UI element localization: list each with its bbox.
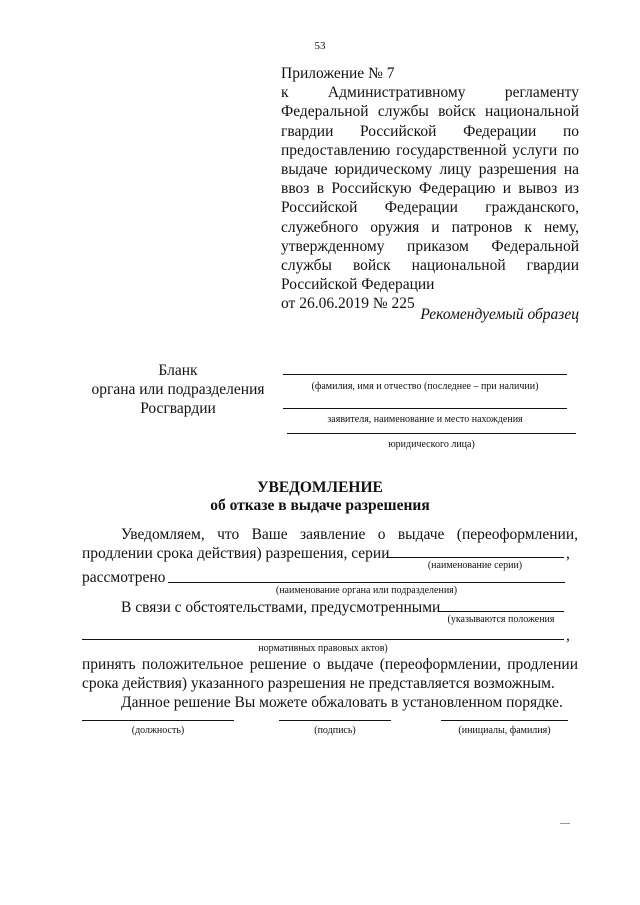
applicant-name-field[interactable]: [283, 374, 567, 375]
blank-line: органа или подразделения: [91, 381, 265, 398]
notice-text-line1: Уведомляем, что Ваше заявление о выдаче (переоформлении,: [121, 526, 578, 543]
legal-entity-caption: юридического лица): [388, 439, 475, 450]
appendix-line: к Административному регламенту: [281, 84, 579, 102]
circumstances-text: В связи с обстоятельствами, предусмотренными: [121, 599, 441, 616]
applicant-name-caption: (фамилия, имя и отчество (последнее – при наличии): [311, 381, 539, 392]
appeal-text: Данное решение Вы можете обжаловать в установленном порядке.: [121, 694, 563, 711]
page-number: 53: [314, 40, 326, 52]
acts-comma: ,: [566, 627, 570, 644]
series-field[interactable]: [386, 557, 564, 558]
appendix-line: Федеральной службы войск национальной: [281, 103, 579, 121]
position-field[interactable]: [82, 720, 234, 721]
signature-field[interactable]: [279, 720, 391, 721]
decision-text-line2: срока действия) указанного разрешения не представляется возможным.: [82, 675, 555, 692]
appendix-line: ввоз в Российскую Федерацию и вывоз из: [281, 180, 579, 198]
organ-caption: (наименование органа или подразделения): [275, 585, 458, 596]
signature-caption: (подпись): [314, 725, 356, 736]
appendix-line: Российской Федерации: [281, 276, 435, 294]
scan-mark: [560, 823, 570, 824]
appendix-line: утвержденному приказом Федеральной: [281, 237, 579, 255]
document-subtitle: об отказе в выдаче разрешения: [210, 497, 430, 514]
appendix-line: предоставлению государственной услуги по: [281, 141, 579, 159]
applicant-address-field[interactable]: [287, 433, 576, 434]
appendix-header: [281, 64, 579, 313]
blank-line: Бланк: [158, 362, 198, 379]
appendix-line: от 26.06.2019 № 225: [281, 295, 415, 313]
series-caption: (наименование серии): [427, 560, 523, 571]
acts-field[interactable]: [82, 639, 564, 640]
considered-label: рассмотрено: [82, 569, 166, 586]
notice-text-line2: продлении срока действия) разрешения, серии: [82, 545, 390, 562]
appendix-line: гвардии Российской Федерации по: [281, 122, 579, 140]
provisions-caption: (указываются положения: [447, 614, 555, 625]
blank-line: Росгвардии: [140, 400, 216, 417]
initials-caption: (инициалы, фамилия): [458, 725, 551, 736]
initials-field[interactable]: [441, 720, 568, 721]
appendix-line: Российской Федерации гражданского,: [281, 199, 579, 217]
appendix-line: выдаче юридическому лицу разрешения на: [281, 160, 579, 178]
appendix-line: службы войск национальной гвардии: [281, 256, 579, 274]
letterhead-blank: [78, 361, 278, 418]
appendix-line: служебного оружия и патронов к нему,: [281, 218, 579, 236]
position-caption: (должность): [131, 725, 185, 736]
series-comma: ,: [566, 545, 570, 562]
organ-field[interactable]: [168, 582, 565, 583]
document-title: УВЕДОМЛЕНИЕ: [257, 479, 383, 496]
appendix-line: Приложение № 7: [281, 65, 395, 82]
acts-caption: нормативных правовых актов): [258, 643, 388, 654]
applicant-details-caption: заявителя, наименование и место нахождения: [327, 414, 523, 425]
applicant-details-field[interactable]: [283, 408, 567, 409]
provisions-field[interactable]: [438, 611, 564, 612]
decision-text-line1: принять положительное решение о выдаче (переоформлении, продлении: [82, 656, 578, 673]
recommended-sample-label: Рекомендуемый образец: [420, 306, 579, 323]
